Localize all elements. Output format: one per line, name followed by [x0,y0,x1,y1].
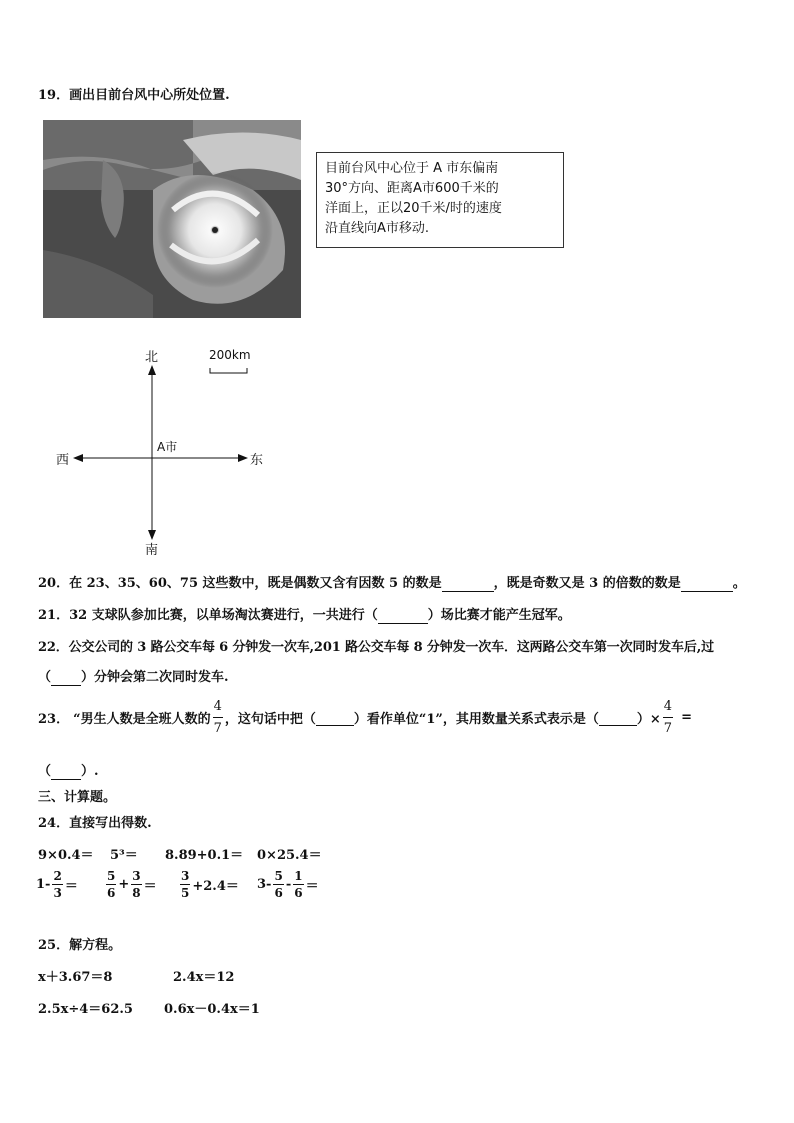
city-a-label: A市 [157,440,178,454]
answer-blank[interactable] [681,576,733,592]
answer-blank[interactable] [599,710,637,726]
fraction: $\frac{3}{8}$ [132,869,141,900]
question-25 [38,934,121,953]
question-number: 20． [38,576,70,591]
compass-south-label: 南 [145,543,159,558]
calc-expression: 3- $\frac{5}{6}$ - $\frac{1}{6}$ ＝ [257,869,319,900]
calc-expression: $\frac{5}{6}$ + $\frac{3}{8}$ ＝ [107,869,157,900]
question-21 [38,604,571,624]
question-text: ）场比赛才能产生冠军。 [427,608,571,623]
question-text: ，这句话中把（ [224,712,316,727]
fraction: $\frac{1}{6}$ [294,869,303,900]
question-23 [38,700,692,735]
equation: x＋3.67＝8 [38,970,113,985]
equation: 0.6x－0.4x＝1 [164,1002,260,1017]
question-23-line2 [38,760,99,780]
question-text: ）看作单位“1”，其用数量关系式表示是（ [353,712,599,727]
question-text: ）分钟会第二次同时发车. [81,670,229,685]
scale-label: 200km [209,348,251,362]
question-text: 。 [732,576,746,591]
calc-expression: 8.89+0.1＝ [165,848,244,863]
question-text: ，既是奇数又是 3 的倍数的数是 [493,576,681,591]
info-line: 沿直线向A市移动. [325,221,430,236]
equation: 2.4x＝12 [173,970,235,985]
question-20 [38,572,746,592]
question-text: 直接写出得数. [69,816,152,831]
typhoon-satellite-image [43,120,301,318]
question-number: 21． [38,608,70,623]
question-text: 画出目前台风中心所处位置. [69,88,230,103]
question-text: 在 23、35、60、75 这些数中，既是偶数又含有因数 5 的数是 [69,576,442,591]
question-text: （ [38,764,52,779]
equation: 2.5x÷4＝62.5 [38,1002,133,1017]
question-text: ）. [81,764,99,779]
question-text: “男生人数是全班人数的 [73,712,211,727]
info-line: 洋面上，正以20千米/时的速度 [325,201,502,216]
compass-north-label: 北 [145,350,159,365]
calc-expression: 1- $\frac{2}{3}$ ＝ [36,869,78,900]
calc-expression: 5³＝ [110,848,138,863]
answer-blank[interactable] [51,764,81,780]
fraction: $\frac{4}{7}$ [663,699,673,736]
question-text: （ [38,670,52,685]
question-text: 公交公司的 3 路公交车每 6 分钟发一次车,201 路公交车每 8 分钟发一次车．这两路公交车第一次同时发车后,过 [68,640,714,655]
compass-west-label: 西 [56,453,70,468]
typhoon-info-box [316,152,564,248]
question-text: ）× [636,712,661,727]
question-22 [38,636,714,655]
question-text: 解方程。 [69,938,122,953]
answer-blank[interactable] [378,608,428,624]
fraction: $\frac{5}{6}$ [274,869,283,900]
answer-blank[interactable] [51,670,81,686]
question-number: 25． [38,938,70,953]
compass-east-label: 东 [250,453,264,468]
fraction: $\frac{3}{5}$ [181,869,190,900]
answer-blank[interactable] [316,710,354,726]
question-number: 19． [38,88,70,103]
question-number: 23． [38,712,70,727]
answer-blank[interactable] [442,576,494,592]
question-19 [38,84,230,103]
question-number: 24． [38,816,70,831]
info-line: 30°方向、距离A市600千米的 [325,181,499,196]
section-title: 三、计算题。 [38,790,117,805]
calc-expression: $\frac{3}{5}$ +2.4＝ [181,869,239,900]
fraction: $\frac{5}{6}$ [107,869,116,900]
question-22-line2 [38,666,229,686]
info-line: 目前台风中心位于 A 市东偏南 [325,161,499,176]
fraction: $\frac{2}{3}$ [53,869,62,900]
question-text: = [681,710,692,725]
question-24 [38,812,152,831]
question-text: 32 支球队参加比赛，以单场淘汰赛进行，一共进行（ [69,608,378,623]
calc-expression: 0×25.4＝ [257,848,322,863]
fraction: $\frac{4}{7}$ [213,699,222,736]
question-number: 22． [38,640,69,655]
calc-expression: 9×0.4＝ [38,848,94,863]
